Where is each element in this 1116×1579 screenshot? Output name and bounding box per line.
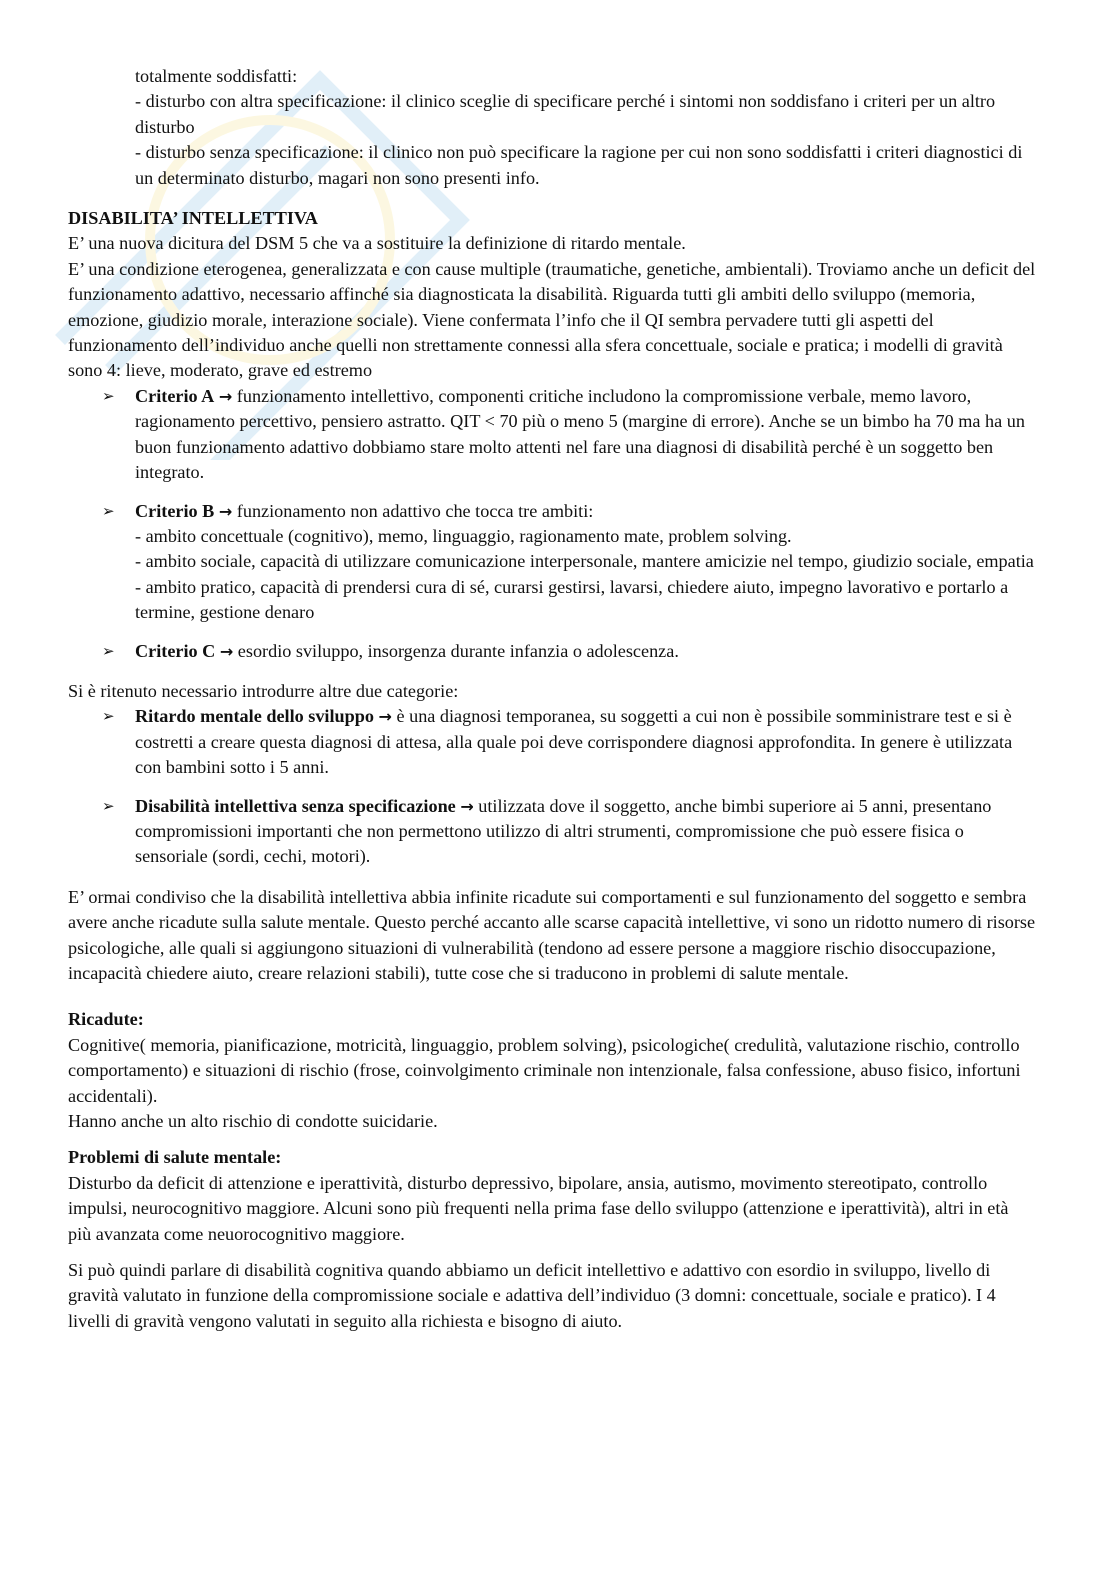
section-heading: Problemi di salute mentale: — [68, 1147, 282, 1168]
list-item — [68, 499, 1036, 626]
section-heading: Ricadute: — [68, 1009, 144, 1030]
list-item — [68, 794, 1036, 870]
intro-line: totalmente soddisfatti: — [135, 66, 298, 86]
category-text: utilizzata dove il soggetto, anche bimbi superiore ai 5 anni, presentano compromissioni importanti che non permettono utilizzo di altri strumenti, compromissione che può essere fisica o sensoriale (sordi, cechi, motori). — [135, 795, 992, 867]
categories-list — [68, 704, 1036, 869]
paragraph: E’ una condizione eterogenea, generalizzata e con cause multiple (traumatiche, genetiche, ambientali). Troviamo anche un deficit del funzionamento adattivo, necessario affinché sia diagnosticata la disabilità. Riguarda tutti gli ambiti dello sviluppo (memoria, emozione, giudizio morale, interazione sociale). Viene confermata l’info che il QI sembra pervadere tutti gli aspetti del funzionamento dell’individuo anche quelli non strettamente connessi alla sfera concettuale, sociale e pratica; i modelli di gravità sono 4: lieve, moderato, grave ed estremo — [68, 258, 1036, 381]
right-arrow-icon: → — [218, 386, 233, 406]
bullet-arrow-icon: ➢ — [102, 641, 115, 660]
criterion-subline: - ambito sociale, capacità di utilizzare comunicazione interpersonale, mantere amicizie nel tempo, giudizio sociale, empatia — [135, 551, 1034, 572]
list-item — [68, 384, 1036, 486]
paragraph: Si è ritenuto necessario introdurre altre due categorie: — [68, 680, 459, 701]
category-text: è una diagnosi temporanea, su soggetti a cui non è possibile somministrare test e si è costretti a creare questa diagnosi di attesa, alla quale poi deve corrispondere diagnosi approfondita. In genere è utilizzata con bambini sotto i 5 anni. — [135, 706, 1013, 778]
criterion-title: Criterio B — [135, 500, 215, 521]
right-arrow-icon: → — [218, 501, 233, 521]
criterion-subline: - ambito concettuale (cognitivo), memo, linguaggio, ragionamento mate, problem solving. — [135, 525, 792, 546]
criterion-text: esordio sviluppo, insorgenza durante infanzia o adolescenza. — [237, 640, 679, 661]
list-item — [68, 639, 1036, 664]
category-title: Ritardo mentale dello sviluppo — [135, 706, 374, 727]
paragraph: E’ ormai condiviso che la disabilità intellettiva abbia infinite ricadute sui comportamenti e sul funzionamento del soggetto e sembra avere anche ricadute sulla salute mentale. Questo perché accanto alle scarse capacità intellettive, vi sono un ridotto numero di risorse psicologiche, alle quali si aggiungono situazioni di vulnerabilità (tendono ad essere persone a maggiore rischio disoccupazione, incapacità chiedere aiuto, creare relazioni stabili), tutte cose che si traducono in problemi di salute mentale. — [68, 886, 1036, 983]
criterion-title: Criterio A — [135, 385, 215, 406]
right-arrow-icon: → — [378, 707, 392, 727]
bullet-arrow-icon: ➢ — [102, 501, 115, 520]
right-arrow-icon: → — [219, 641, 234, 661]
criteria-list — [68, 384, 1036, 664]
list-item — [68, 704, 1036, 780]
bullet-arrow-icon: ➢ — [102, 707, 115, 726]
bullet-arrow-icon: ➢ — [102, 796, 115, 815]
criterion-title: Criterio C — [135, 640, 216, 661]
criterion-subline: - ambito pratico, capacità di prendersi cura di sé, curarsi gestirsi, lavarsi, chiedere aiuto, impegno lavorativo e portarlo a termine, gestione denaro — [135, 576, 1009, 623]
right-arrow-icon: → — [460, 796, 474, 816]
criterion-text: funzionamento non adattivo che tocca tre ambiti: — [236, 500, 594, 521]
paragraph: Hanno anche un alto rischio di condotte suicidarie. — [68, 1111, 438, 1132]
paragraph: E’ una nuova dicitura del DSM 5 che va a sostituire la definizione di ritardo mentale. — [68, 233, 686, 254]
paragraph: Cognitive( memoria, pianificazione, motricità, linguaggio, problem solving), psicologiche( credulità, valutazione rischio, controllo comportamento) e situazioni di rischio (frose, coinvolgimento criminale non intenzionale, falsa confessione, abuso fisico, infortuni accidentali). — [68, 1034, 1021, 1106]
criterion-text: funzionamento intellettivo, componenti critiche includono la compromissione verbale, memo lavoro, ragionamento percettivo, pensiero astratto. QIT < 70 più o meno 5 (margine di errore). Anche se un bimbo ha 70 ma ha un buon funzionamento adattivo dobbiamo stare molto attenti nel fare una diagnosi di disabilità perché è un soggetto ben integrato. — [135, 385, 1025, 483]
section-heading: DISABILITA’ INTELLETTIVA — [68, 208, 318, 229]
bullet-arrow-icon: ➢ — [102, 386, 115, 405]
paragraph: Si può quindi parlare di disabilità cognitiva quando abbiamo un deficit intellettivo e adattivo con esordio in sviluppo, livello di gravità valutato in funzione della compromissione sociale e adattiva dell’individuo (3 domni: concettuale, sociale e pratico). I 4 livelli di gravità vengono valutati in seguito alla richiesta e bisogno di aiuto. — [68, 1260, 996, 1331]
document-page — [68, 64, 1036, 1334]
intro-line: - disturbo con altra specificazione: il clinico sceglie di specificare perché i sintomi non soddisfano i criteri per un altro disturbo — [135, 91, 996, 137]
intro-block — [68, 64, 1036, 191]
intro-line: - disturbo senza specificazione: il clinico non può specificare la ragione per cui non sono soddisfatti i criteri diagnostici di un determinato disturbo, magari non sono presenti info. — [135, 142, 1023, 188]
paragraph: Disturbo da deficit di attenzione e iperattività, disturbo depressivo, bipolare, ansia, autismo, movimento stereotipato, controllo impulsi, neurocognitivo maggiore. Alcuni sono più frequenti nella prima fase dello sviluppo (attenzione e iperattività), altri in età più avanzata come neuorocognitivo maggiore. — [68, 1172, 1009, 1244]
category-title: Disabilità intellettiva senza specificazione — [135, 795, 456, 816]
